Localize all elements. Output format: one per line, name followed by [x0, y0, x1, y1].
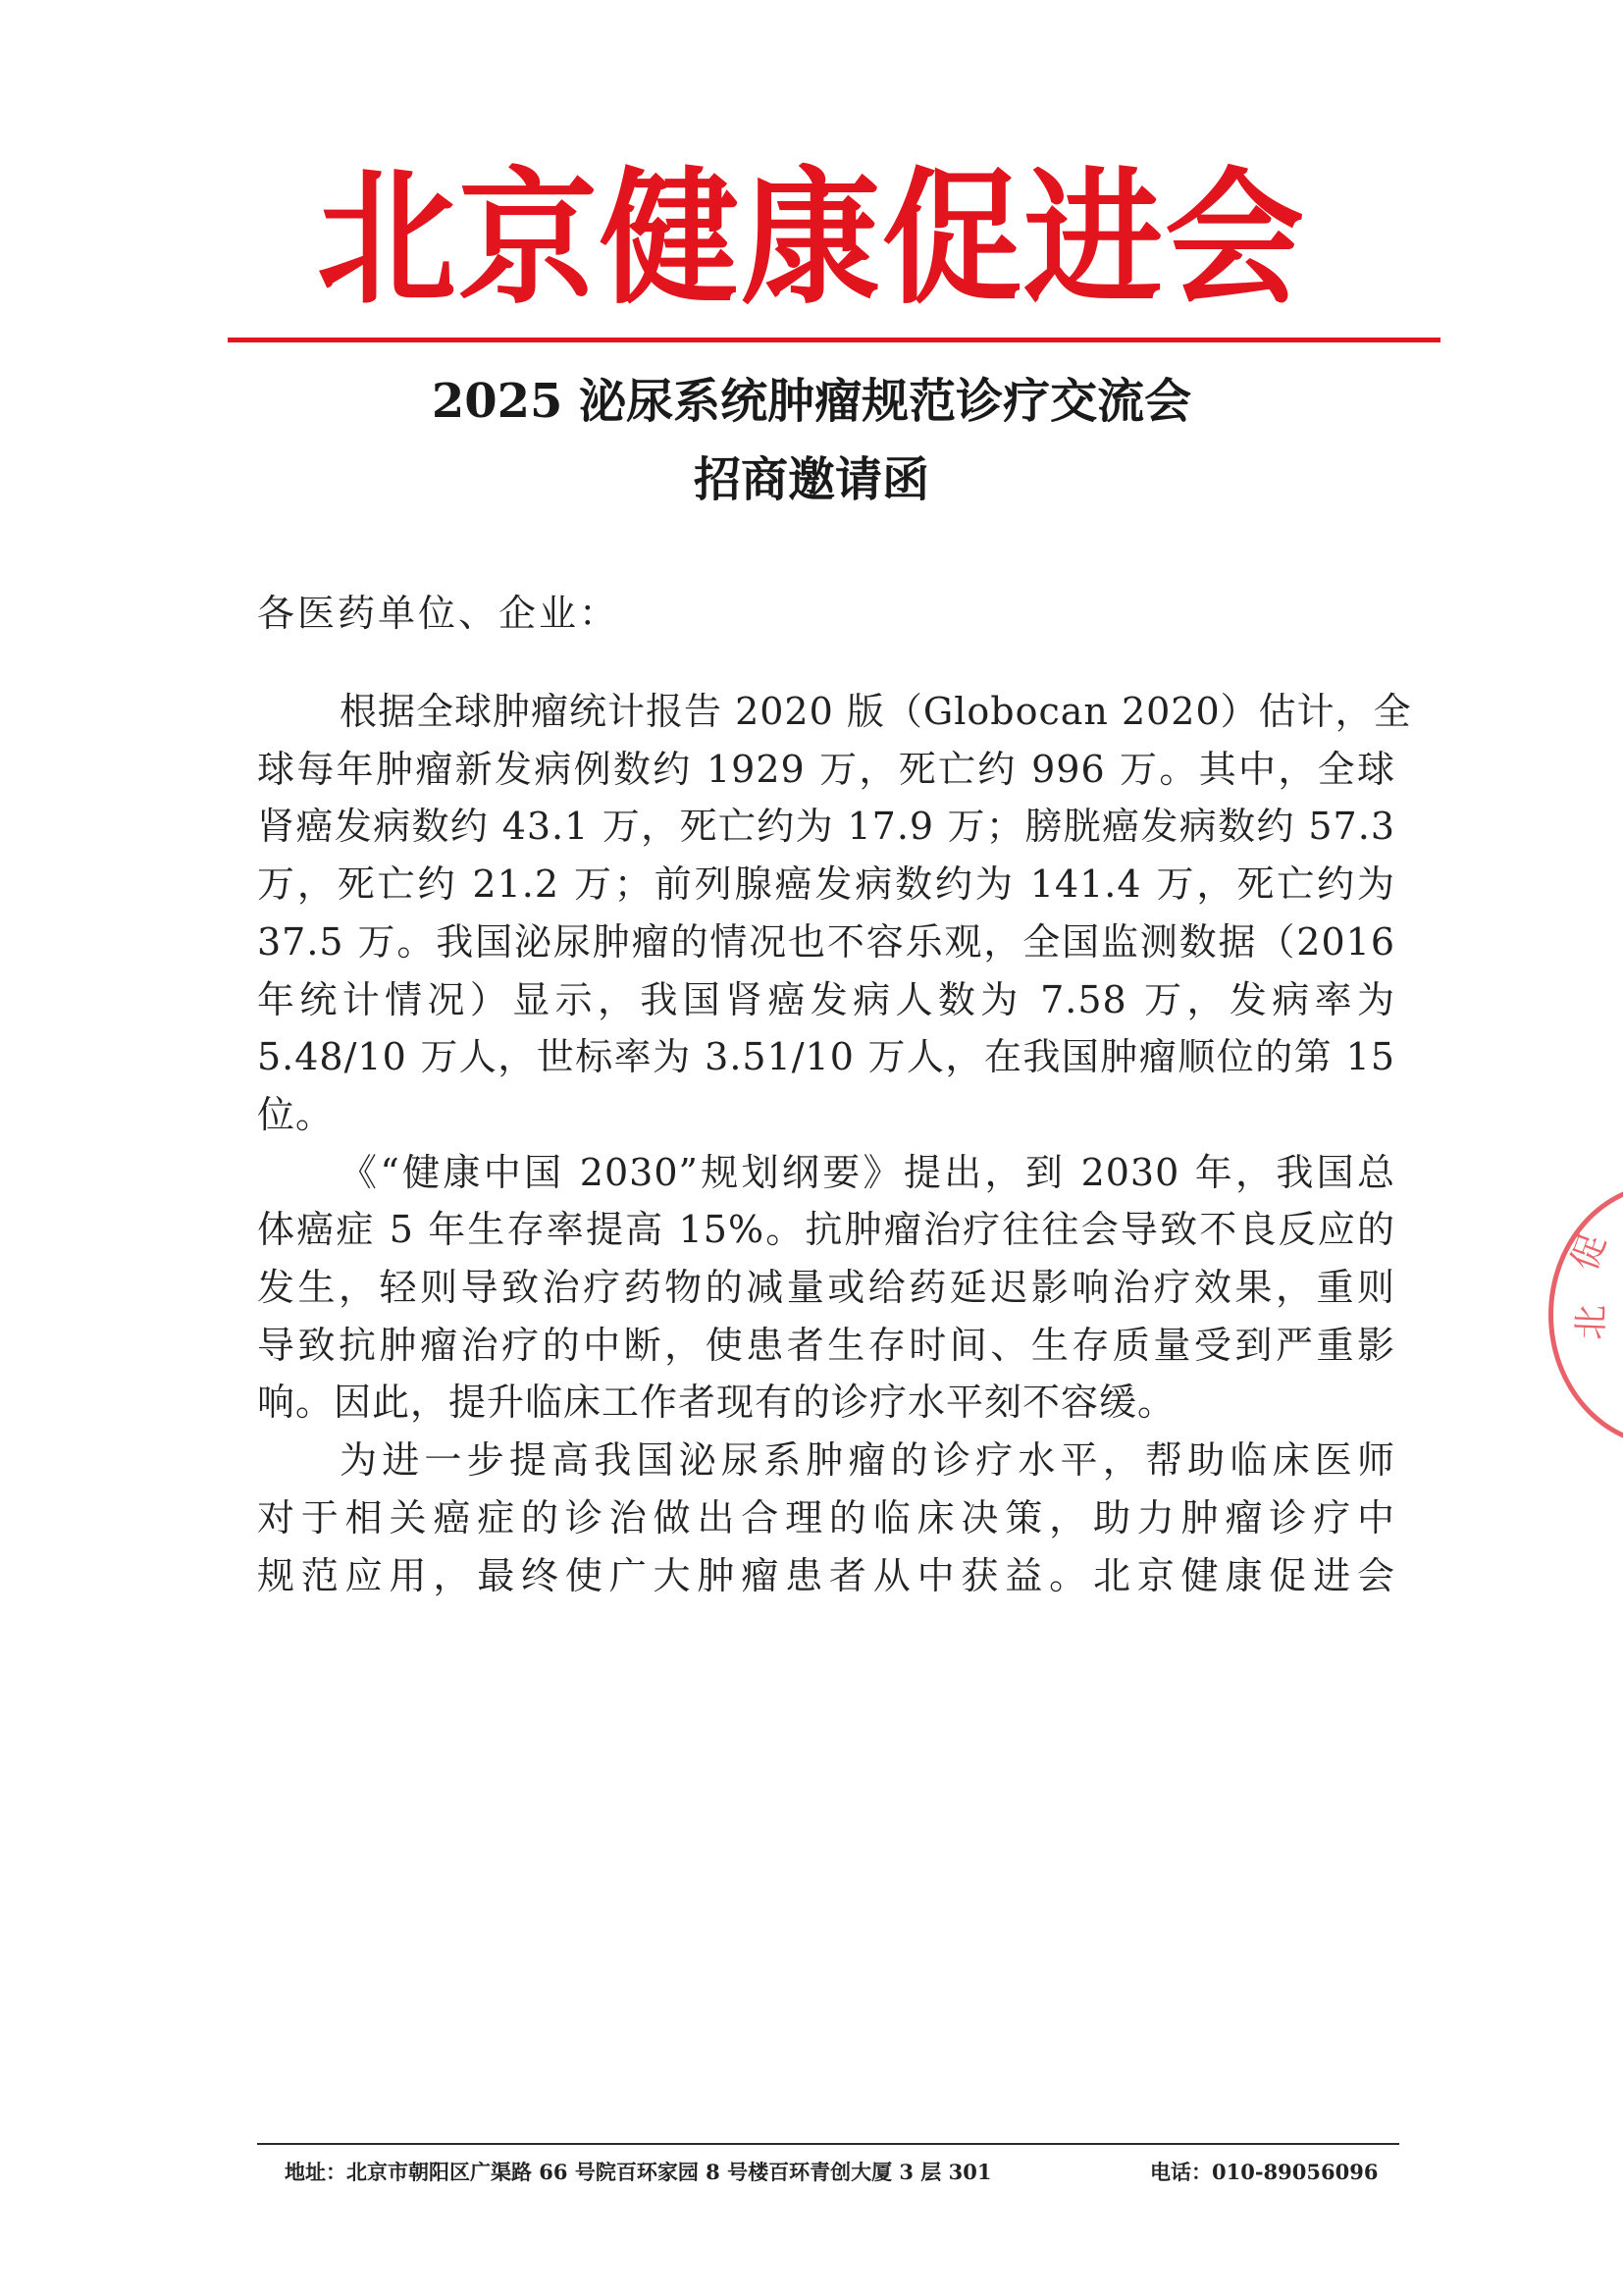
body-text-line: 肾癌发病数约 43.1 万，死亡约为 17.9 万；膀胱癌发病数约 57.3	[257, 805, 1395, 848]
body-text-line: 《“健康中国 2030”规划纲要》提出，到 2030 年，我国总	[340, 1151, 1395, 1194]
body-text-line: 发生，轻则导致治疗药物的减量或给药延迟影响治疗效果，重则	[257, 1266, 1395, 1309]
official-seal-stamp	[1548, 1182, 1623, 1447]
seal-char: 北	[1570, 1303, 1613, 1341]
letterhead-org-name: 北京健康促进会	[317, 154, 1306, 325]
footer-divider	[257, 2143, 1399, 2145]
body-text-line: 体癌症 5 年生存率提高 15%。抗肿瘤治疗往往会导致不良反应的	[257, 1208, 1395, 1251]
body-text-line: 导致抗肿瘤治疗的中断，使患者生存时间、生存质量受到严重影	[257, 1324, 1395, 1367]
body-text-line: 5.48/10 万人，世标率为 3.51/10 万人，在我国肿瘤顺位的第 15	[257, 1035, 1396, 1078]
body-text-line: 球每年肿瘤新发病例数约 1929 万，死亡约 996 万。其中，全球	[257, 748, 1395, 791]
footer-address: 地址：北京市朝阳区广渠路 66 号院百环家园 8 号楼百环青创大厦 3 层 301	[285, 2160, 992, 2184]
seal-char: 促	[1564, 1228, 1615, 1277]
body-text-line: 37.5 万。我国泌尿肿瘤的情况也不容乐观，全国监测数据（2016	[257, 920, 1395, 964]
letterhead-divider	[228, 338, 1440, 342]
document-title: 2025 泌尿系统肿瘤规范诊疗交流会	[431, 374, 1192, 429]
salutation: 各医药单位、企业：	[257, 592, 620, 635]
body-text-line: 根据全球肿瘤统计报告 2020 版（Globocan 2020）估计，全	[340, 690, 1412, 733]
body-text-line: 万，死亡约 21.2 万；前列腺癌发病数约为 141.4 万，死亡约为	[257, 862, 1395, 906]
footer-phone: 电话：010-89056096	[1150, 2160, 1379, 2184]
body-text-line: 对于相关癌症的诊治做出合理的临床决策，助力肿瘤诊疗中	[257, 1496, 1395, 1539]
body-text-line: 位。	[257, 1093, 335, 1136]
document-subtitle: 招商邀请函	[693, 452, 929, 507]
body-text-line: 为进一步提高我国泌尿系肿瘤的诊疗水平，帮助临床医师	[340, 1438, 1395, 1482]
body-text-line: 规范应用，最终使广大肿瘤患者从中获益。北京健康促进会	[257, 1554, 1395, 1597]
body-text-line: 年统计情况）显示，我国肾癌发病人数为 7.58 万，发病率为	[257, 978, 1395, 1021]
body-text-line: 响。因此，提升临床工作者现有的诊疗水平刻不容缓。	[257, 1381, 1177, 1424]
